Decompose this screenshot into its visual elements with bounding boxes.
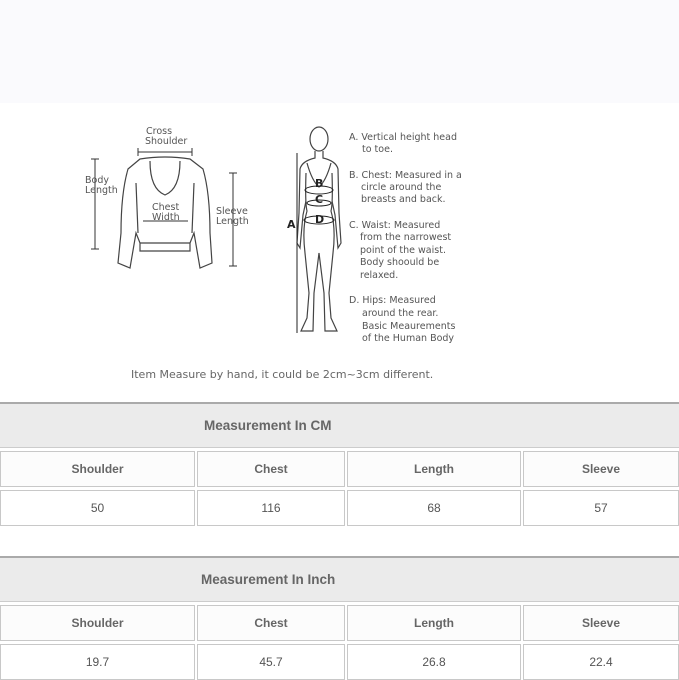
value-length: 68 [347,490,521,526]
measure-caption: Item Measure by hand, it could be 2cm~3cm different. [131,368,434,381]
header-chest: Chest [197,605,345,641]
header-shoulder: Shoulder [0,605,195,641]
table-header-row [0,448,679,487]
note-d-line-2: around the rear. [362,308,439,319]
cross-shoulder-label-2: Shoulder [145,136,188,147]
measurement-notes [349,132,462,344]
note-b-line-2: circle around the [361,182,442,193]
value-shoulder: 50 [0,490,195,526]
table-title: Measurement In Inch [201,572,336,587]
value-chest: 45.7 [197,644,345,680]
body-length-label-2: Length [85,185,118,196]
measurement-table-cm [0,402,679,526]
table-row [0,487,679,526]
chest-width-label-2: Width [152,212,180,223]
marker-b: B [315,177,324,190]
note-c-line-3: point of the waist. [360,245,446,256]
table-title: Measurement In CM [204,418,332,433]
value-length: 26.8 [347,644,521,680]
sleeve-length-label-2: Length [216,216,249,227]
header-sleeve: Sleeve [523,451,679,487]
note-c-line-1: C. Waist: Measured [349,220,441,231]
measurement-table-inch [0,556,679,680]
size-guide-diagram [0,103,679,403]
value-sleeve: 22.4 [523,644,679,680]
note-b-line-1: B. Chest: Measured in a [349,170,462,181]
header-length: Length [347,451,521,487]
sleeve-length-label-1: Sleeve [216,206,248,217]
table-title-bar [0,556,679,602]
note-d-line-4: of the Human Body [362,333,455,344]
human-body-illustration [297,127,341,331]
top-blank-band [0,0,679,103]
note-a-line-1: A. Vertical height head [349,132,457,143]
note-c-line-5: relaxed. [360,270,399,281]
note-d-line-3: Basic Meaurements [362,321,456,332]
table-row [0,641,679,680]
header-shoulder: Shoulder [0,451,195,487]
header-chest: Chest [197,451,345,487]
marker-d: D [315,213,325,226]
table-title-bar [0,402,679,448]
body-length-label-1: Body [85,175,109,186]
marker-c: C [315,193,324,206]
note-a-line-2: to toe. [362,144,393,155]
chest-width-label-1: Chest [152,202,180,213]
note-b-line-3: breasts and back. [361,194,446,205]
table-header-row [0,602,679,641]
cross-shoulder-label-1: Cross [146,126,173,137]
value-sleeve: 57 [523,490,679,526]
header-sleeve: Sleeve [523,605,679,641]
value-shoulder: 19.7 [0,644,195,680]
note-c-line-2: from the narrowest [360,232,452,243]
marker-a: A [287,218,296,231]
value-chest: 116 [197,490,345,526]
header-length: Length [347,605,521,641]
note-c-line-4: Body shoould be [360,257,440,268]
note-d-line-1: D. Hips: Measured [349,295,436,306]
